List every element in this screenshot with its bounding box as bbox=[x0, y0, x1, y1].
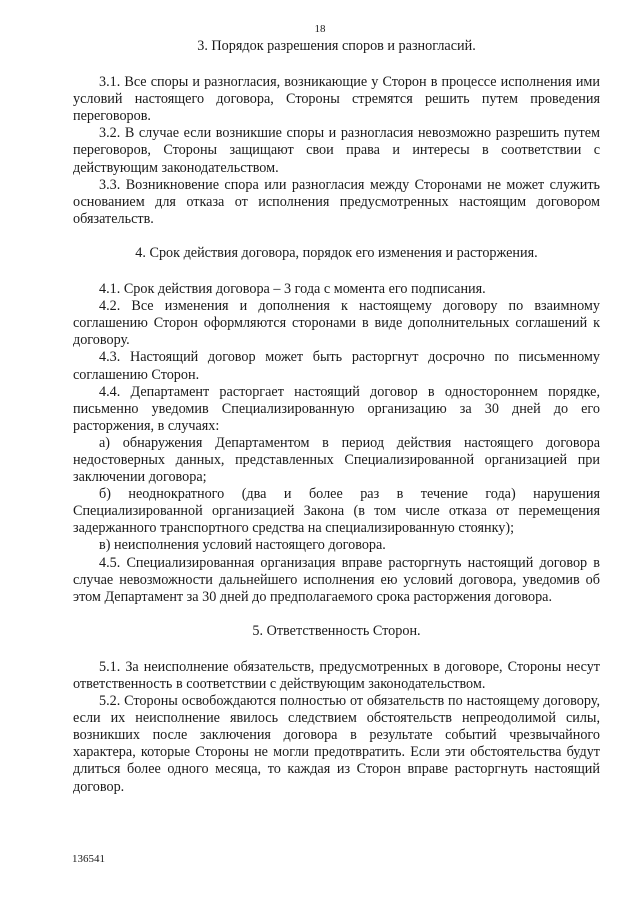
clause-4-4-a: а) обнаружения Департаментом в период действия настоящего договора недостоверных данных, представленных Специализированной организацией при заключении договора; bbox=[73, 434, 600, 486]
section-heading: 4. Срок действия договора, порядок его изменения и расторжения. bbox=[135, 244, 538, 261]
clause-3-2: 3.2. В случае если возникшие споры и разногласия невозможно разрешить путем переговоров, Стороны защищают свои права и интересы в соответствии с действующим законодательством. bbox=[73, 125, 600, 176]
section-3 bbox=[73, 38, 600, 228]
clause-4-1: 4.1. Срок действия договора – 3 года с момента его подписания. bbox=[99, 281, 486, 298]
section-5 bbox=[73, 623, 600, 796]
clause-5-1: 5.1. За неисполнение обязательств, предусмотренных в договоре, Стороны несут ответственность в соответствии с действующим законодательством. bbox=[73, 658, 600, 692]
section-heading: 5. Ответственность Сторон. bbox=[252, 622, 421, 639]
clause-4-2: 4.2. Все изменения и дополнения к настоящему договору по взаимному соглашению Сторон оформляются сторонами в виде дополнительных соглашений к договору. bbox=[73, 298, 600, 349]
section-4 bbox=[73, 245, 600, 606]
clause-3-1: 3.1. Все споры и разногласия, возникающие у Сторон в процессе исполнения ими условий настоящего договора, Стороны стремятся решить путем проведения переговоров. bbox=[73, 74, 600, 125]
section-heading: 3. Порядок разрешения споров и разногласий. bbox=[197, 38, 476, 54]
document-body bbox=[73, 38, 600, 796]
clause-4-3: 4.3. Настоящий договор может быть расторгнут досрочно по письменному соглашению Сторон. bbox=[73, 349, 600, 383]
clause-4-4-b: б) неоднократного (два и более раз в течение года) нарушения Специализированной организацией Закона (в том числе отказа от перемещения задержанного транспортного средства на специализированную стоянку); bbox=[73, 486, 600, 537]
document-code: 136541 bbox=[72, 853, 105, 865]
clause-3-3: 3.3. Возникновение спора или разногласия между Сторонами не может служить основанием для отказа от исполнения предусмотренных настоящим договором обязательств. bbox=[73, 176, 600, 227]
clause-4-4: 4.4. Департамент расторгает настоящий договор в одностороннем порядке, письменно уведомив Специализированную организацию за 30 дней до его расторжения, в случаях: bbox=[73, 383, 600, 434]
clause-4-5: 4.5. Специализированная организация вправе расторгнуть настоящий договор в случае невозможности дальнейшего исполнения ею условий договора, уведомив об этом Департамент за 30 дней до предполагаемого срока расторжения договора. bbox=[73, 554, 600, 605]
clause-4-4-v: в) неисполнения условий настоящего договора. bbox=[99, 537, 386, 554]
clause-5-2: 5.2. Стороны освобождаются полностью от обязательств по настоящему договору, если их неисполнение явилось следствием обстоятельств непреодолимой силы, возникших после заключения договора в результате событий чрезвычайного характера, которые Стороны не могли предотвратить. Если эти обстоятельства будут длиться более одного месяца, то каждая из Сторон вправе расторгнуть настоящий договор. bbox=[73, 693, 600, 795]
page-number: 18 bbox=[314, 23, 326, 35]
